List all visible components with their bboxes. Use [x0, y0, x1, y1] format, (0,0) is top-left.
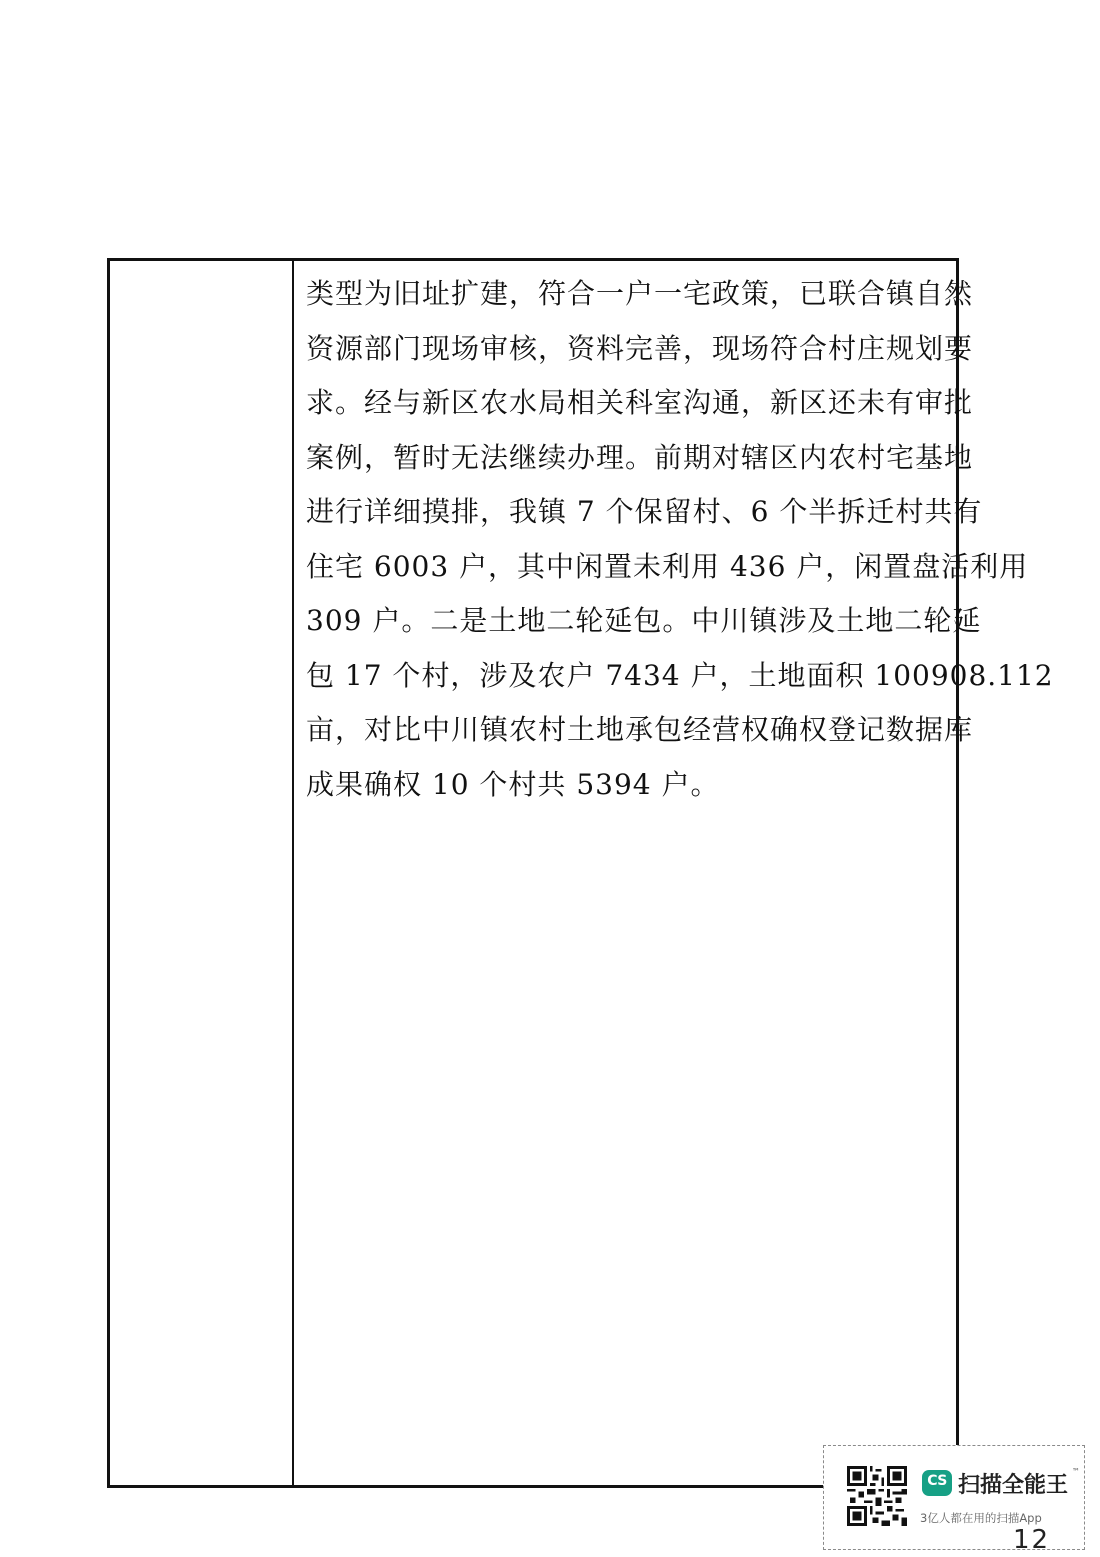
table-left-cell — [110, 261, 294, 1485]
text-line: 资源部门现场审核，资料完善，现场符合村庄规划要 — [306, 331, 974, 365]
text-line: 类型为旧址扩建，符合一户一宅政策，已联合镇自然 — [306, 277, 974, 310]
text-line: 案例，暂时无法继续办理。前期对辖区内农村宅基地 — [306, 440, 974, 474]
page-number: 12 — [1013, 1525, 1051, 1555]
text-line: 包 17 个村，涉及农户 7434 户，土地面积 100908.112 — [306, 658, 1054, 692]
text-line: 进行详细摸排，我镇 7 个保留村、6 个半拆迁村共有 — [306, 495, 983, 528]
logo-text: CS — [927, 1473, 947, 1489]
text-line: 成果确权 10 个村共 5394 户。 — [306, 767, 720, 801]
text-line: 住宅 6003 户，其中闲置未利用 436 户，闲置盘活利用 — [306, 549, 1029, 583]
table-right-cell — [294, 261, 1054, 1485]
trademark-symbol: ™ — [1072, 1467, 1080, 1476]
text-line: 亩，对比中川镇农村土地承包经营权确权登记数据库 — [306, 713, 974, 746]
qr-code-icon — [847, 1466, 907, 1526]
camscanner-logo — [922, 1470, 952, 1496]
body-paragraph — [306, 267, 1054, 812]
text-line: 309 户。二是土地二轮延包。中川镇涉及土地二轮延 — [306, 604, 982, 637]
text-line: 求。经与新区农水局相关科室沟通，新区还未有审批 — [306, 386, 974, 419]
brand-tagline: 3亿人都在用的扫描App — [920, 1511, 1042, 1525]
brand-name: 扫描全能王 — [958, 1473, 1069, 1498]
